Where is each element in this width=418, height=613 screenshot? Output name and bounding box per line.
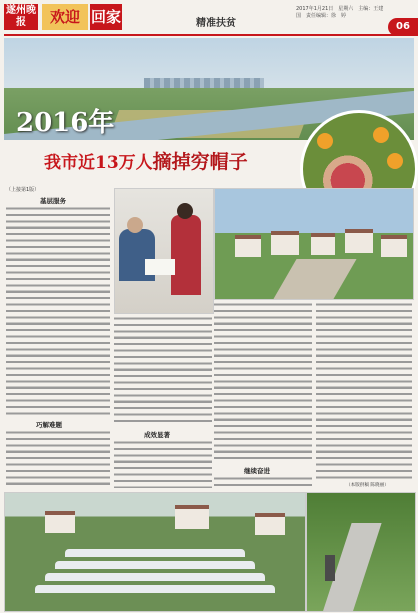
continued-note: （上接第1版） xyxy=(6,187,40,193)
masthead-logo xyxy=(4,4,122,30)
subhead-keep-going: 继续奋进 xyxy=(244,467,270,475)
logo-home: 回家 xyxy=(90,4,122,30)
headline-highlight: 摘掉穷帽子 xyxy=(152,151,248,173)
article-column-1a xyxy=(6,206,110,416)
logo-city: 遂州晚报 xyxy=(6,5,36,28)
subhead-solve-problems: 巧解难题 xyxy=(36,421,62,429)
article-column-3b xyxy=(214,476,312,488)
hero-year: 2016年 xyxy=(16,108,115,138)
article-column-2a xyxy=(114,316,212,426)
page-number: 06 xyxy=(388,18,418,36)
article-column-2b xyxy=(114,440,212,488)
headline-prefix: 我市近13万人 xyxy=(44,153,153,173)
logo-welcome: 欢迎 xyxy=(42,4,88,30)
greenhouse-village-photo xyxy=(4,492,306,612)
credit-note: （本版供稿 陈晓丽） xyxy=(346,483,389,488)
subhead-results: 成效显著 xyxy=(144,431,170,439)
issue-meta: 2017年1月21日 星期六 主编：王建国 责任编辑：徐 婷 xyxy=(296,6,384,19)
article-column-1b xyxy=(6,430,110,488)
section-title: 精准扶贫 xyxy=(196,18,236,29)
article-column-4 xyxy=(316,302,412,480)
subhead-grassroots: 基层服务 xyxy=(40,197,66,205)
visit-photo xyxy=(114,188,214,314)
page-headline xyxy=(44,147,248,174)
village-road-photo xyxy=(306,492,416,612)
article-column-3a xyxy=(214,302,312,462)
header-rule xyxy=(4,34,414,36)
village-photo xyxy=(214,188,414,300)
